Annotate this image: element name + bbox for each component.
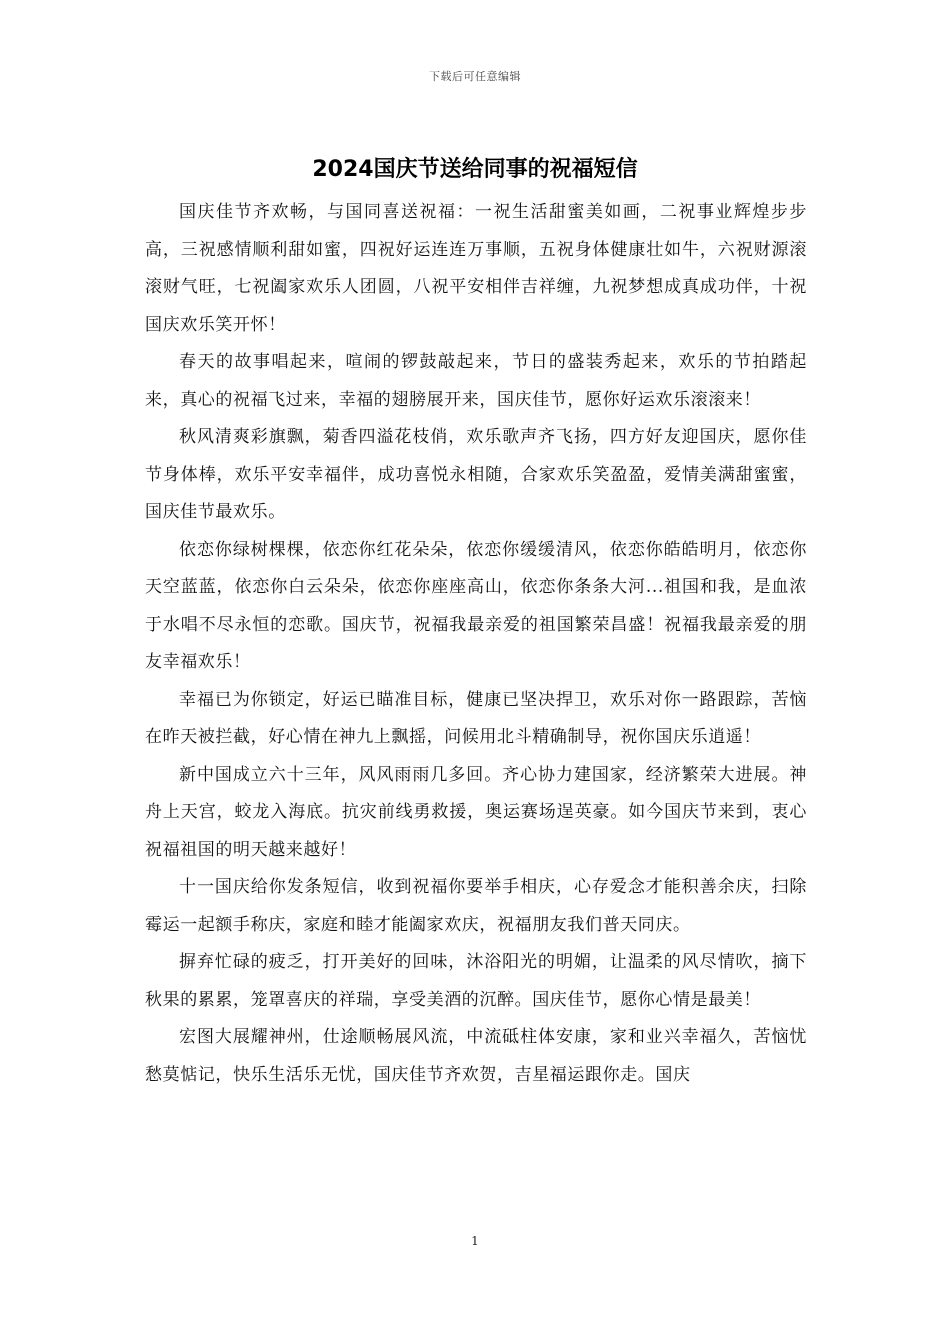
paragraph-8: 摒弃忙碌的疲乏，打开美好的回味，沐浴阳光的明媚，让温柔的风尽情吹，摘下秋果的累累，笼罩喜庆的祥瑞，享受美酒的沉醉。国庆佳节，愿你心情是最美！ [145, 952, 807, 1010]
paragraph-3: 秋风清爽彩旗飘，菊香四溢花枝俏，欢乐歌声齐飞扬，四方好友迎国庆，愿你佳节身体棒，欢乐平安幸福伴，成功喜悦永相随，合家欢乐笑盈盈，爱情美满甜蜜蜜，国庆佳节最欢乐。 [145, 427, 807, 522]
header-note: 下载后可任意编辑 [429, 70, 521, 83]
paragraph-1: 国庆佳节齐欢畅，与国同喜送祝福：一祝生活甜蜜美如画，二祝事业辉煌步步高，三祝感情顺利甜如蜜，四祝好运连连万事顺，五祝身体健康壮如牛，六祝财源滚滚财气旺，七祝阖家欢乐人团圆，八祝平安相伴吉祥缠，九祝梦想成真成功伴，十祝国庆欢乐笑开怀！ [145, 202, 807, 335]
paragraph-7: 十一国庆给你发条短信，收到祝福你要举手相庆，心存爱念才能积善余庆，扫除霉运一起额手称庆，家庭和睦才能阖家欢庆，祝福朋友我们普天同庆。 [145, 877, 807, 935]
paragraph-9: 宏图大展耀神州，仕途顺畅展风流，中流砥柱体安康，家和业兴幸福久，苦恼忧愁莫惦记，快乐生活乐无忧，国庆佳节齐欢贺，吉星福运跟你走。国庆 [145, 1027, 807, 1085]
paragraph-5: 幸福已为你锁定，好运已瞄准目标，健康已坚决捍卫，欢乐对你一路跟踪，苦恼在昨天被拦截，好心情在神九上飘摇，问候用北斗精确制导，祝你国庆乐逍遥！ [145, 689, 807, 747]
page-number: 1 [471, 1234, 479, 1248]
paragraph-6: 新中国成立六十三年，风风雨雨几多回。齐心协力建国家，经济繁荣大进展。神舟上天宫，蛟龙入海底。抗灾前线勇救援，奥运赛场逞英豪。如今国庆节来到，衷心祝福祖国的明天越来越好！ [145, 764, 807, 860]
document-title: 2024国庆节送给同事的祝福短信 [312, 157, 638, 182]
document-body [145, 194, 807, 1094]
paragraph-2: 春天的故事唱起来，喧闹的锣鼓敲起来，节日的盛装秀起来，欢乐的节拍踏起来，真心的祝福飞过来，幸福的翅膀展开来，国庆佳节，愿你好运欢乐滚滚来！ [145, 352, 807, 410]
paragraph-4: 依恋你绿树棵棵，依恋你红花朵朵，依恋你缓缓清风，依恋你皓皓明月，依恋你天空蓝蓝，依恋你白云朵朵，依恋你座座高山，依恋你条条大河...祖国和我，是血浓于水唱不尽永恒的恋歌。国庆节，祝福我最亲爱的祖国繁荣昌盛！祝福我最亲爱的朋友幸福欢乐！ [145, 539, 807, 672]
